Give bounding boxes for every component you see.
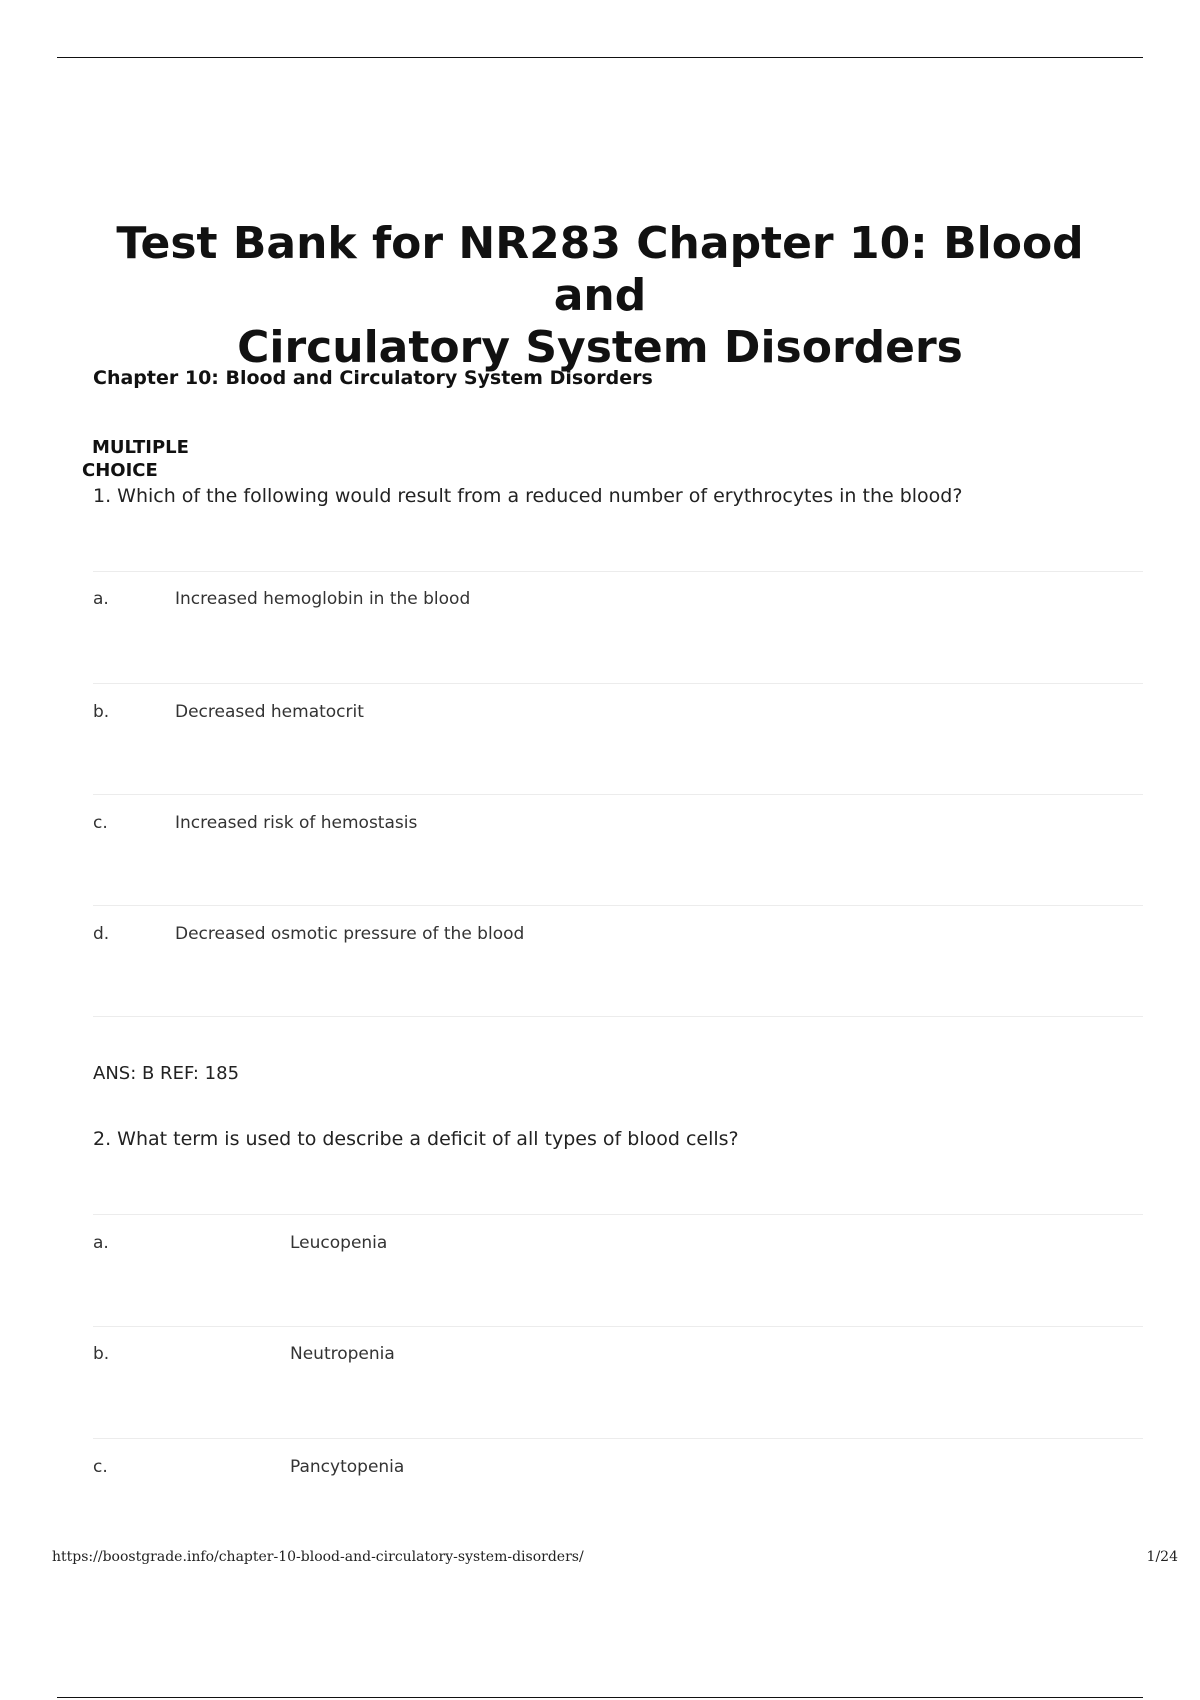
q2-option-b-letter: b.: [93, 1344, 110, 1364]
section-heading: [82, 436, 189, 482]
footer-url: https://boostgrade.info/chapter-10-blood-and-circulatory-system-disorders/: [52, 1549, 584, 1565]
page-title: [100, 218, 1100, 374]
option-separator: [93, 683, 1143, 684]
q1-option-a-text: Increased hemoglobin in the blood: [175, 589, 471, 609]
q2-option-b-text: Neutropenia: [290, 1344, 395, 1364]
option-separator: [93, 1016, 1143, 1017]
q2-option-a-text: Leucopenia: [290, 1233, 388, 1253]
q1-option-b-text: Decreased hematocrit: [175, 702, 364, 722]
section-heading-line-2: CHOICE: [82, 460, 158, 481]
option-separator: [93, 1326, 1143, 1327]
q1-option-d-letter: d.: [93, 924, 110, 944]
top-rule: [57, 57, 1143, 58]
page-number: 1/24: [1146, 1549, 1178, 1565]
question-1-text: 1. Which of the following would result from a reduced number of erythrocytes in the blood?: [93, 485, 963, 507]
q1-answer: ANS: B REF: 185: [93, 1063, 240, 1084]
q1-option-c-letter: c.: [93, 813, 108, 833]
option-separator: [93, 1214, 1143, 1215]
bottom-rule: [57, 1697, 1143, 1698]
q1-option-a-letter: a.: [93, 589, 109, 609]
option-separator: [93, 571, 1143, 572]
option-separator: [93, 794, 1143, 795]
q1-option-d-text: Decreased osmotic pressure of the blood: [175, 924, 525, 944]
option-separator: [93, 905, 1143, 906]
q2-option-c-text: Pancytopenia: [290, 1457, 405, 1477]
option-separator: [93, 1438, 1143, 1439]
q1-option-b-letter: b.: [93, 702, 110, 722]
chapter-heading: Chapter 10: Blood and Circulatory System Disorders: [93, 367, 653, 389]
q2-option-a-letter: a.: [93, 1233, 109, 1253]
title-line-2: Circulatory System Disorders: [237, 322, 963, 373]
q2-option-c-letter: c.: [93, 1457, 108, 1477]
title-line-1: Test Bank for NR283 Chapter 10: Blood and: [116, 218, 1084, 321]
section-heading-line-1: MULTIPLE: [92, 437, 189, 458]
q1-option-c-text: Increased risk of hemostasis: [175, 813, 418, 833]
question-2-text: 2. What term is used to describe a deficit of all types of blood cells?: [93, 1128, 739, 1150]
